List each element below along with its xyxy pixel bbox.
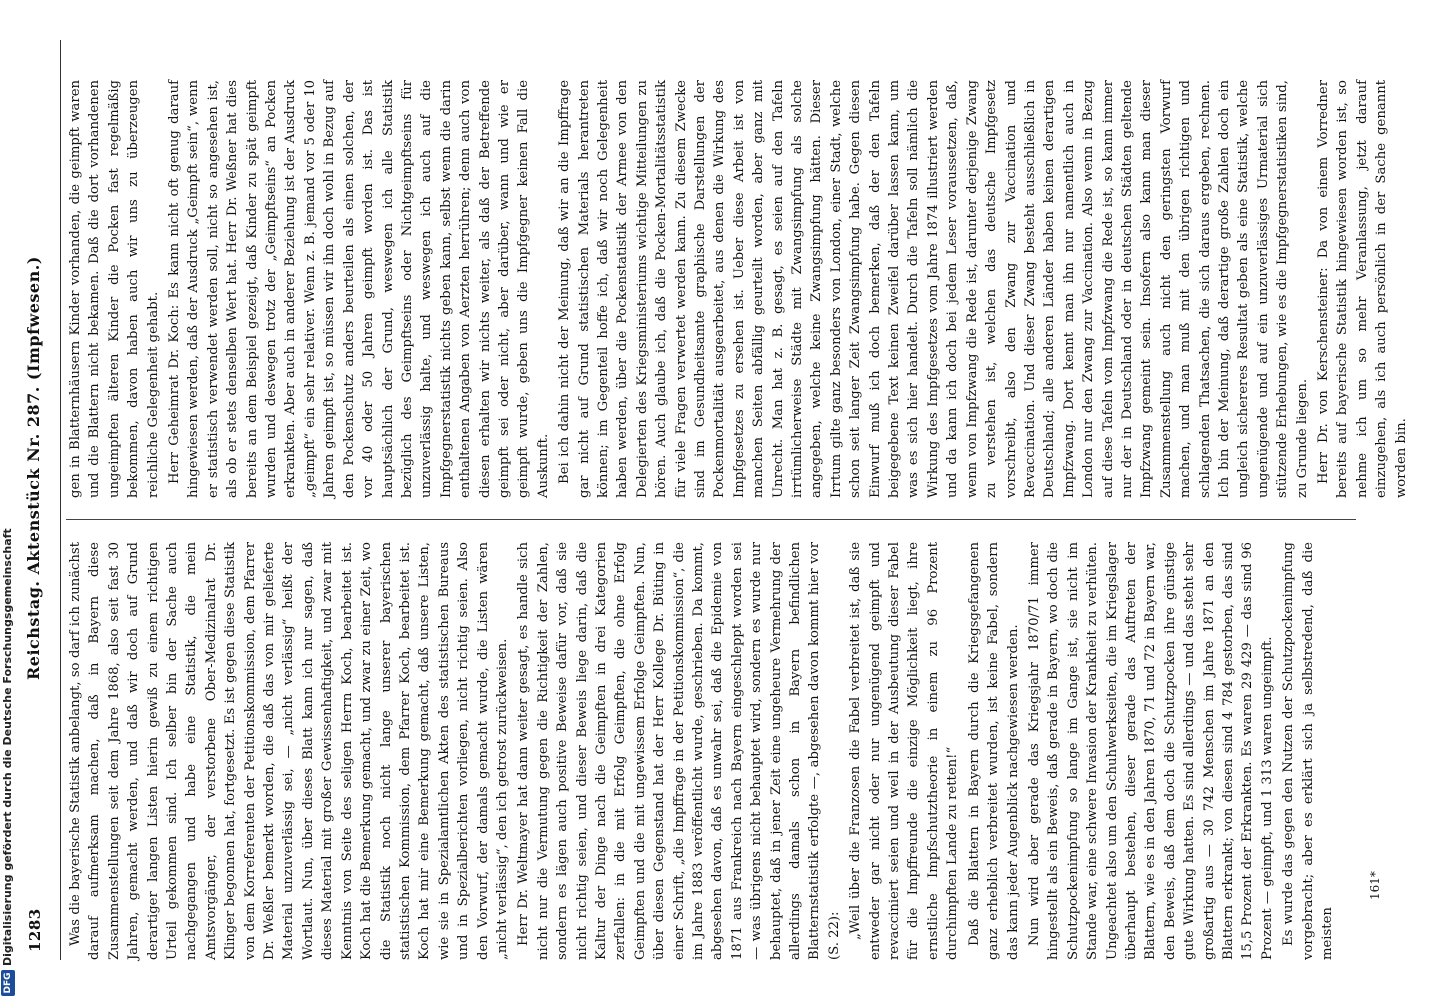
digitization-credit-text: Digitalisierung gefördert durch die Deutsche Forschungsgemeinschaft — [1, 528, 14, 966]
paragraph: Herr Dr. Weltmayer hat dann weiter gesagt, es handle sich nicht nur die Vermutung gegen die Richtigkeit der Zahlen, sondern es lägen auch positive Beweise dafür vor, daß sie nicht richtig seien, und dieser Beweis liege darin, daß die Kaltur der Dinge nach die Geimpften in drei Kategorien zerfallen: in die mit Erfolg Geimpften, die ohne Erfolg Geimpften und die mit ungewissem Erfolge Geimpften. Nun, über diesen Gegenstand hat der Herr Kollege Dr. Büting in einer Schrift, „die Impffrage in der Petitionskommission“, die im Jahre 1883 veröffentlicht wurde, geschrieben. Da kommt, abgesehen davon, daß es unwahr sei, daß die Epidemie von 1871 aus Frankreich nach Bayern eingeschleppt worden sei — was übrigens nicht behauptet wird, sondern es wurde nur behauptet, daß in jener Zeit eine ungeheure Vermehrung der allerdings damals schon in Bayern befindlichen Blatternstatistik erfolgte —, abgesehen davon kommt hier vor (S. 22): — [516, 542, 842, 960]
paragraph: Nun wird aber gerade das Kriegsjahr 1870/71 immer hingestellt als ein Beweis, daß gerade in Bayern, wo doch die Schutzpockenimpfung so lange im Gange ist, sie nicht im Stande war, eine schwere Invasion der Krankheit zu verhüten. Ungeachtet also um den Schuhwerkseiten, die im Kriegslager überhaupt bestehen, dieser gerade das Auftreten der Blattern, wie es in den Jahren 1870, 71 und 72 in Bayern war, den Beweis, daß dem doch die Schutzpocken ihre günstige gute Wirkung hatten. Es sind allerdings — und das steht sehr großartig aus — 30 742 Menschen im Jahre 1871 an den Blattern erkrankt; von diesen sind 4 784 gestorben, das sind 15,5 Prozent der Erkrankten. Es waren 29 429 — das sind 96 Prozent — geimpft, und 1 313 waren ungeimpft. — [1026, 542, 1275, 960]
dfg-logo: DFG — [1, 970, 15, 996]
digitization-credit — [0, 0, 18, 1000]
paragraph: Was die bayerische Statistik anbelangt, so darf ich zunächst darauf aufmerksam machen, daß in Bayern diese Zusammenstellungen seit dem Jahre 1868, also seit fast 30 Jahren, gemacht werden, und daß wir doch auf Grund derartiger langen Listen hierin gewiß zu einem richtigen Urteil gekommen sind. Ich selber bin der Sache auch nachgegangen und habe eine Statistik, die mein Amtsvorgänger, der verstorbene Ober-Medizinalrat Dr. Klinger begonnen hat, fortgesetzt. Es ist gegen diese Statistik von dem Korreferenten der Petitionskommission, dem Pfarrer Dr. Weßler bemerkt worden, die daß das von mir gelieferte Material unzuverlässig sei, — „nicht verlässig“ heißt der Wortlaut. Nun, über dieses Blatt kann ich nur sagen, daß dieses Material mit großer Gewissenhaftigkeit, und zwar mit Kenntnis von Seite des seligen Herrn Koch, bearbeitet ist. Koch hat die Bemerkung gemacht, und zwar zu einer Zeit, wo die Statistik noch nicht lange unserer bayerischen statistischen Kommission, dem Pfarrer Koch, bearbeitet ist. Koch hat mir eine Bemerkung gemacht, daß unsere Listen, wie sie in Spezialamtlichen Akten des statistischen Bureaus und in Spezialberichten vorliegen, nicht richtig seien. Also den Vorwurf, der damals gemacht wurde, die Listen wären „nicht verlässig“, den ich getrost zurückweisen. — [68, 542, 510, 960]
left-column — [66, 542, 1356, 960]
paragraph: gen in Blatternhäusern Kinder vorhanden, die geimpft waren und die Blattern nicht bekamen. Daß die dort vorhandenen ungeimpften älteren Kinder die Pocken fast regelmäßig bekommen, davon haben auch wir uns zu überzeugen reichliche Gelegenheit gehabt. — [68, 80, 161, 498]
right-column — [66, 80, 1409, 498]
page-folio: 1283 — [26, 908, 44, 952]
sheet-number: 161* — [1368, 871, 1382, 900]
paragraph: Herr Dr. von Kerschensteiner: Da von einem Vorredner bereits auf bayerische Statistik hingewiesen worden ist, so nehme ich um so mehr Veranlassung, jetzt darauf einzugehen, als ich auch persönlich in der Sache genannt worden bin. — [1316, 80, 1409, 498]
paragraph: Daß die Blattern in Bayern durch die Kriegsgefangenen ganz erheblich verbreitet wurden, ist keine Fabel, sondern das kann jeder Augenblick nachgewiesen werden. — [966, 542, 1021, 960]
running-head — [22, 0, 56, 1000]
running-head-title: Reichstag. Aktenstück Nr. 287. (Impfwesen.) — [24, 256, 43, 680]
column-divider — [66, 519, 1356, 520]
paragraph: Es wurde das gegen den Nutzen der Schutzpockenimpfung vorgebracht; aber es erklärt sich ja selbstredend, daß die meisten — [1281, 542, 1335, 960]
quotation: „Weil über die Franzosen die Fabel verbreitet ist, daß sie entweder gar nicht oder nur ungenügend geimpft und revacciniert seien und weil in der Ausbeutung dieser Fabel für die Impffreunde die einzige Möglichkeit liegt, ihre ernstliche Impfschutztheorie in einem zu 96 Prozent durchimpften Lande zu retten!“ — [848, 542, 961, 960]
paragraph: Herr Geheimrat Dr. Koch: Es kann nicht oft genug darauf hingewiesen werden, daß der Ausdruck „Geimpft sein“, wenn er statistisch verwendet werden soll, nicht so angesehen ist, als ob er stets denselben Wert hat. Herr Dr. Weßner hat dies bereits an dem Beispiel gezeigt, daß Kinder zu spät geimpft wurden und deswegen trotz der „Geimpftseins“ an Pocken erkrankten. Aber auch in anderer Beziehung ist der Ausdruck „geimpft“ ein sehr relativer. Wenn z. B. jemand vor 5 oder 10 Jahren geimpft ist, so müssen wir ihn doch wohl in Bezug auf den Pockenschutz anders beurteilen als einen solchen, der vor 40 oder 50 Jahren geimpft worden ist. Das ist hauptsächlich der Grund, weswegen ich alle Statistik bezüglich des Geimpftseins oder Nichtgeimpftseins für unzuverlässig halte, und weswegen ich auch auf die Impfgegnerstatistik nichts geben kann, selbst wenn die darin enthaltenen Angaben von Aerzten herrühren; denn auch von diesen erhalten wir nichts weiter, als daß der Betreffende geimpft sei oder nicht, aber darüber, wann und wie er geimpft wurde, geben uns die Impfgegner keinen Fall die Auskunft. — [167, 80, 551, 498]
page-bottom — [1362, 0, 1402, 1000]
paragraph: Bei ich dahin nicht der Meinung, daß wir an die Impffrage gar nicht auf Grund statistischen Materials herantreten können; im Gegenteil hoffe ich, daß wir noch Gelegenheit haben werden, über die Pockenstatistik der Armee von den Delegierten des Kriegsministeriums wichtige Mitteilungen zu hören. Auch glaube ich, daß die Pocken-Mortalitätsstatistik für viele Fragen verwertet werden kann. Zu diesem Zwecke sind im Gesundheitsamte graphische Darstellungen der Pockenmortalität ausgearbeitet, aus denen die Wirkung des Impfgesetzes zu ersehen ist. Ueber diese Arbeit ist von manchen Seiten abfällig geurteilt worden, aber ganz mit Unrecht. Man hat z. B. gesagt, es seien auf den Tafeln irrtümlicherweise Städte mit Zwangsimpfung als solche angegeben, welche keine Zwangsimpfung hätten. Dieser Irrtum gilte ganz besonders von London, einer Stadt, welche schon seit langer Zeit Zwangsimpfung habe. Gegen diesen Einwurf muß ich doch bemerken, daß der den Tafeln beigegebene Text keinen Zweifel darüber lassen kann, um was es sich hier handelt. Durch die Tafeln soll nämlich die Wirkung des Impfgesetzes vom Jahre 1874 illustriert werden und da kann ich doch bei jedem Leser voraussetzen, daß, wenn von Impfzwang die Rede ist, darunter derjenige Zwang zu verstehen ist, welchen das deutsche Impfgesetz vorschreibt, also den Zwang zur Vaccination und Revaccination. Und dieser Zwang besteht ausschließlich in Deutschland; alle anderen Länder haben keinen derartigen Impfzwang. Dort kennt man ihn nur namentlich auch in London nur den Zwang zur Vaccination. Also wenn in Bezug auf diese Tafeln vom Impfzwang die Rede ist, so kann immer nur der in Deutschland oder in deutschen Städten geltende Impfzwang gemeint sein. Insofern also kann man dieser Zusammenstellung auch nicht den geringsten Vorwurf machen, und man muß mit den übrigen richtigen und schlagenden Thatsachen, die sich daraus ergeben, rechnen. Ich bin der Meinung, daß derartige große Zahlen doch ein ungleich sichereres Resultat geben als eine Statistik, welche ungenügende und auf ein unzuverlässiges Urmaterial sich stützende Erhebungen, wie es die Impfgegnerstatistiken sind, zu Grunde liegen. — [557, 80, 1310, 498]
header-rule — [60, 40, 61, 960]
